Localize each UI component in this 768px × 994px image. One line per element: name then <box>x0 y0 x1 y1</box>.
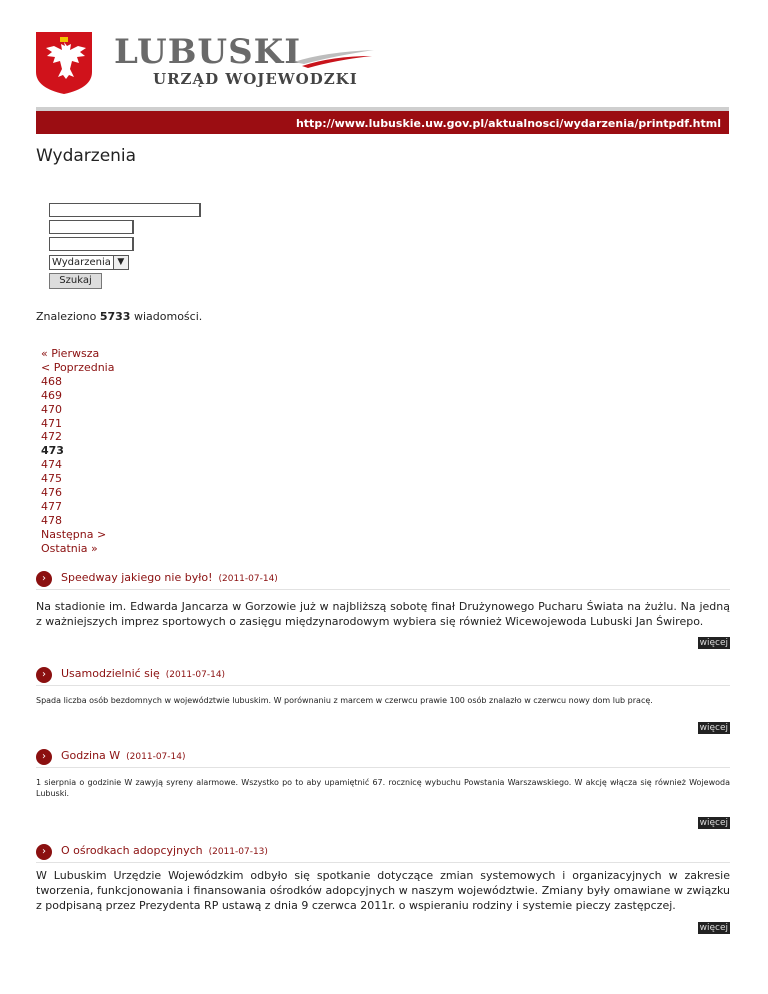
results-prefix: Znaleziono <box>36 310 97 323</box>
pagination-page[interactable]: 469 <box>41 388 62 402</box>
pagination-page[interactable]: 478 <box>41 513 62 527</box>
chevron-right-icon: › <box>36 844 52 860</box>
results-count <box>36 310 202 323</box>
page-url[interactable]: http://www.lubuskie.uw.gov.pl/aktualnosci/wydarzenia/printpdf.html <box>295 117 721 130</box>
pagination-prev[interactable]: < Poprzednia <box>41 360 115 374</box>
news-title-text[interactable]: Speedway jakiego nie było! <box>61 571 213 584</box>
news-item <box>36 842 730 933</box>
category-select[interactable] <box>49 255 129 270</box>
pagination-page[interactable]: 475 <box>41 472 62 486</box>
page-title: Wydarzenia <box>36 146 137 166</box>
news-date: (2011-07-13) <box>208 847 268 857</box>
flag-swoosh-icon <box>294 48 374 68</box>
pagination-page[interactable]: 468 <box>41 374 62 388</box>
more-link[interactable]: więcej <box>699 818 728 828</box>
news-title[interactable] <box>61 749 185 762</box>
url-bar <box>36 107 729 134</box>
more-link[interactable]: więcej <box>699 723 728 733</box>
pagination-page[interactable]: 474 <box>41 458 62 472</box>
news-lead: Na stadionie im. Edwarda Jancarza w Gorzowie już w najbliższą sobotę finał Drużynowego Pucharu Świata na żużlu. Na jedną z ważniejszych imprez sportowych o zasięgu międzynarodowym wybiera się również Wicewojewoda Lubuski Jan Świrepo. <box>36 600 730 628</box>
pagination-page[interactable]: 477 <box>41 499 62 513</box>
news-header <box>36 665 730 686</box>
more-link[interactable]: więcej <box>699 638 728 648</box>
news-title-text[interactable]: O ośrodkach adopcyjnych <box>61 844 203 857</box>
news-header <box>36 569 730 590</box>
news-header <box>36 747 730 768</box>
news-lead: Spada liczba osób bezdomnych w województwie lubuskim. W porównaniu z marcem w czerwcu prawie 100 osób znalazło w czerwcu nowy dom lub pracę. <box>36 696 653 705</box>
news-title[interactable] <box>61 571 278 584</box>
pagination <box>41 347 114 556</box>
pagination-page[interactable]: 472 <box>41 430 62 444</box>
news-header <box>36 842 730 863</box>
news-item <box>36 665 730 733</box>
chevron-right-icon: › <box>36 667 52 683</box>
search-input[interactable] <box>49 203 201 217</box>
site-header <box>36 30 736 100</box>
pagination-first[interactable]: « Pierwsza <box>41 347 100 360</box>
category-select-value: Wydarzenia <box>52 257 111 268</box>
news-title[interactable] <box>61 844 268 857</box>
news-lead: W Lubuskim Urzędzie Wojewódzkim odbyło się spotkanie dotyczące zmian systemowych i organizacyjnych w zakresie tworzenia, funkcjonowania i finansowania ośrodków adopcyjnych w naszym województwie. Zmiany były omawiane w związku z podpisaną przez Prezydenta RP ustawą z dnia 9 czerwca 2011r. o wspieraniu rodziny i systemie pieczy zastępczej. <box>36 869 730 912</box>
news-date: (2011-07-14) <box>126 752 186 762</box>
news-title[interactable] <box>61 667 225 680</box>
triangle-down-icon[interactable]: ▼ <box>113 256 128 269</box>
chevron-right-icon: › <box>36 749 52 765</box>
pagination-next[interactable]: Następna > <box>41 527 107 541</box>
news-lead: 1 sierpnia o godzinie W zawyją syreny alarmowe. Wszystko po to aby upamiętnić 67. rocznicę wybuchu Powstania Warszawskiego. W akcję włącza się również Wojewoda Lubuski. <box>36 778 730 798</box>
news-item <box>36 747 730 828</box>
search-button[interactable]: Szukaj <box>49 273 102 289</box>
news-item <box>36 569 730 648</box>
pagination-current: 473 <box>41 444 64 458</box>
pagination-page[interactable]: 476 <box>41 486 62 500</box>
news-date: (2011-07-14) <box>165 670 226 680</box>
pagination-page[interactable]: 471 <box>41 416 62 430</box>
date-to-field[interactable] <box>49 237 134 251</box>
results-suffix: wiadomości. <box>133 310 203 323</box>
news-date: (2011-07-14) <box>218 574 278 584</box>
news-title-text[interactable]: Godzina W <box>61 749 121 762</box>
pagination-last[interactable]: Ostatnia » <box>41 541 98 555</box>
chevron-right-icon: › <box>36 571 52 587</box>
logo-title: LUBUSKI <box>114 32 302 72</box>
white-eagle-emblem <box>36 32 92 94</box>
more-link[interactable]: więcej <box>699 923 728 933</box>
date-from-field[interactable] <box>49 220 134 234</box>
logo-subtitle: URZĄD WOJEWODZKI <box>153 70 358 88</box>
results-number: 5733 <box>99 310 131 323</box>
pagination-page[interactable]: 470 <box>41 402 62 416</box>
news-title-text[interactable]: Usamodzielnić się <box>61 667 160 680</box>
